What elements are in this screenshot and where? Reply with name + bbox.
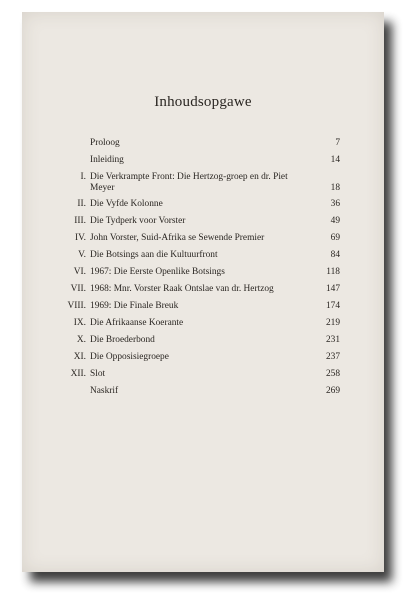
toc-row — [22, 138, 384, 155]
toc-page-number: 147 — [325, 284, 340, 294]
toc-chapter-number: VIII. — [67, 301, 86, 311]
toc-page-number: 69 — [330, 233, 340, 243]
toc-chapter-title: Slot — [90, 369, 106, 379]
toc-page-number: 49 — [330, 216, 340, 226]
toc-chapter-title: John Vorster, Suid-Afrika se Sewende Premier — [90, 233, 265, 243]
toc-page-number: 174 — [325, 301, 340, 311]
toc-chapter-title: Die Botsings aan die Kultuurfront — [90, 250, 218, 260]
toc-chapter-number: IV. — [74, 233, 86, 243]
toc-page-number: 231 — [325, 335, 340, 345]
toc-row — [22, 335, 384, 352]
page-title: Inhoudsopgawe — [154, 94, 252, 110]
toc-chapter-number: IX. — [73, 318, 86, 328]
toc-row — [22, 301, 384, 318]
toc-row — [22, 199, 384, 216]
toc-chapter-title: Die Afrikaanse Koerante — [90, 318, 184, 328]
toc-chapter-number: VI. — [73, 267, 86, 277]
toc-row — [22, 216, 384, 233]
toc-chapter-number: III. — [74, 216, 86, 226]
toc-chapter-title: 1968: Mnr. Vorster Raak Ontslae van dr. Hertzog — [90, 284, 274, 294]
table-of-contents — [22, 138, 384, 403]
toc-chapter-number: VII. — [70, 284, 86, 294]
toc-page-number: 237 — [325, 352, 340, 362]
toc-page-number: 84 — [330, 250, 340, 260]
toc-chapter-number: II. — [77, 199, 86, 209]
toc-row — [22, 267, 384, 284]
toc-page-number: 118 — [326, 267, 340, 277]
toc-chapter-number: XII. — [70, 369, 86, 379]
toc-row — [22, 155, 384, 172]
toc-row — [22, 172, 384, 199]
toc-page-number: 36 — [330, 199, 340, 209]
toc-chapter-title: Die Opposisiegroepe — [90, 352, 169, 362]
toc-page-number: 14 — [330, 155, 340, 165]
toc-page-number: 258 — [325, 369, 340, 379]
toc-row — [22, 318, 384, 335]
toc-chapter-number: XI. — [73, 352, 86, 362]
book-page — [22, 12, 384, 572]
toc-chapter-title: 1967: Die Eerste Openlike Botsings — [90, 267, 225, 277]
toc-row — [22, 386, 384, 403]
toc-page-number: 219 — [325, 318, 340, 328]
toc-row — [22, 250, 384, 267]
toc-row — [22, 233, 384, 250]
toc-row — [22, 369, 384, 386]
toc-chapter-number: I. — [80, 172, 86, 182]
toc-chapter-title: Die Tydperk voor Vorster — [90, 216, 186, 226]
toc-row — [22, 284, 384, 301]
toc-chapter-title: Die Broederbond — [90, 335, 155, 345]
toc-chapter-title: Proloog — [90, 138, 120, 148]
toc-page-number: 18 — [330, 183, 340, 193]
toc-chapter-number: V. — [78, 250, 86, 260]
toc-chapter-title: Inleiding — [90, 155, 124, 165]
toc-chapter-title: Naskrif — [90, 386, 119, 396]
toc-page-number: 269 — [325, 386, 340, 396]
toc-chapter-title: 1969: Die Finale Breuk — [90, 301, 179, 311]
toc-chapter-title: Die Verkrampte Front: Die Hertzog-groep en dr. Piet Meyer — [90, 172, 288, 193]
toc-chapter-title: Die Vyfde Kolonne — [90, 199, 163, 209]
toc-row — [22, 352, 384, 369]
toc-chapter-number: X. — [76, 335, 86, 345]
toc-page-number: 7 — [335, 138, 340, 148]
